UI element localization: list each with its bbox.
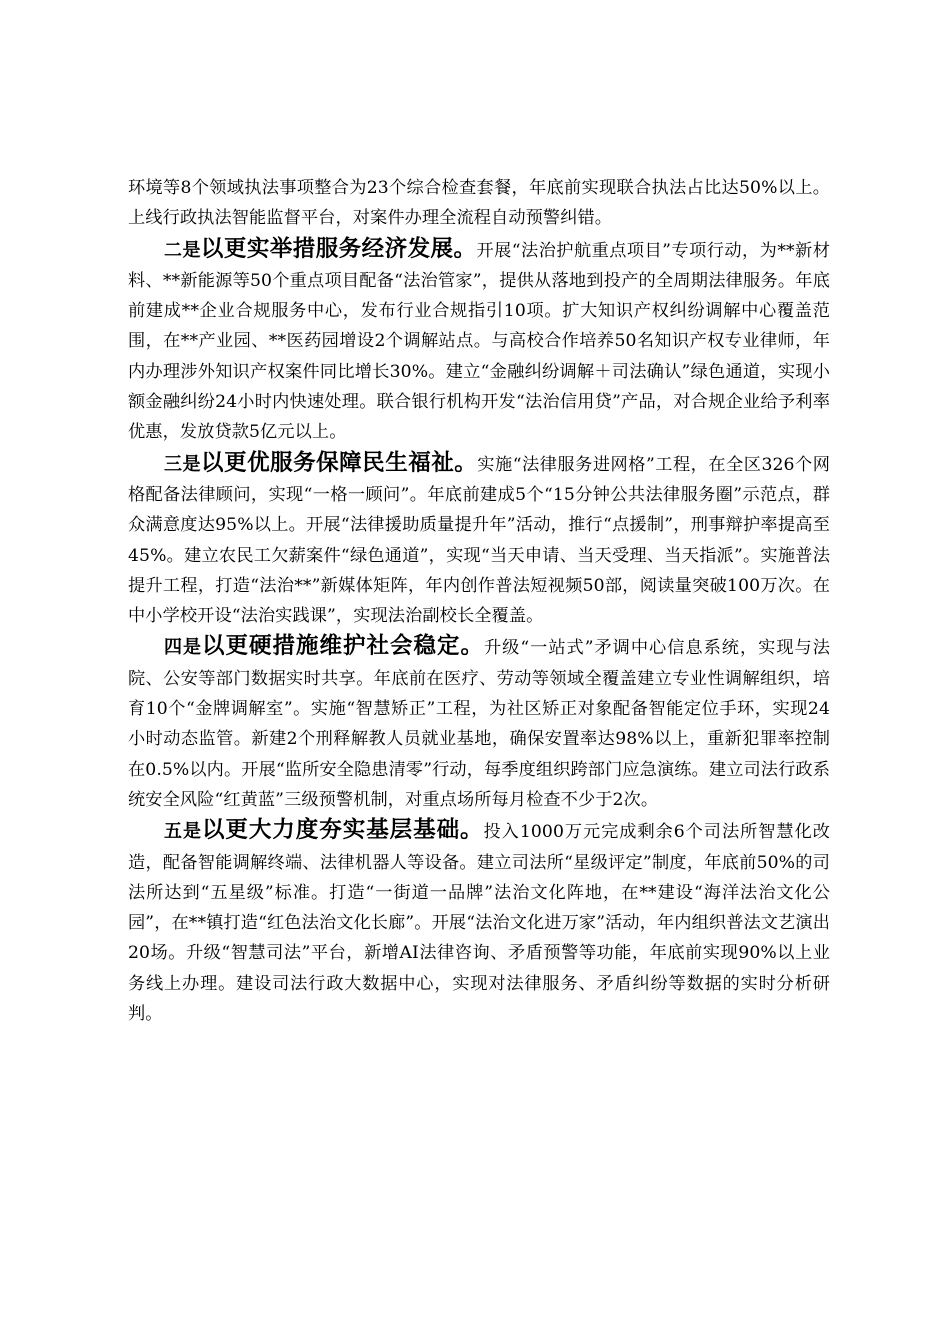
- paragraph-lead: 五是: [164, 821, 202, 843]
- paragraph-text: 开展“法治护航重点项目”专项行动，为**新材料、**新能源等50个重点项目配备“法治管家”，提供从落地到投产的全周期法律服务。年底前建成**企业合规服务中心，发布行业合规指引10项。扩大知识产权纠纷调解中心覆盖范围，在**产业园、**医药园增设2个调解站点。与高校合作培养50名知识产权专业律师，年内办理涉外知识产权案件同比增长30%。建立“金融纠纷调解＋司法确认”绿色通道，实现小额金融纠纷24小时内快速处理。联合银行机构开发“法治信用贷”产品，对合规企业给予利率优惠，发放贷款5亿元以上。: [128, 240, 830, 443]
- paragraph-heading: 以更硬措施维护社会稳定。: [202, 633, 484, 660]
- paragraph-heading: 以更实举措服务经济发展。: [200, 235, 477, 262]
- paragraph-text: 升级“一站式”矛调中心信息系统，实现与法院、公安等部门数据实时共享。年底前在医疗、劳动等领域全覆盖建立专业性调解组织，培育10个“金牌调解室”。实施“智慧矫正”工程，为社区矫正对象配备智能定位手环，实现24小时动态监管。新建2个刑释解教人员就业基地，确保安置率达98%以上，重新犯罪率控制在0.5%以内。开展“监所安全隐患清零”行动，每季度组织跨部门应急演练。建立司法行政系统安全风险“红黄蓝”三级预警机制，对重点场所每月检查不少于2次。: [128, 638, 831, 810]
- paragraph-lead: 二是: [164, 239, 201, 261]
- paragraph-item-4: [128, 631, 830, 815]
- paragraph-item-2: [128, 234, 830, 448]
- document-body: [128, 173, 830, 1029]
- paragraph-text: 实施“法律服务进网格”工程，在全区326个网格配备法律顾问，实现“一格一顾问”。年底前建成5个“15分钟公共法律服务圈”示范点，群众满意度达95%以上。开展“法律援助质量提升年”活动，推行“点援制”，刑事辩护率提高至45%。建立农民工欠薪案件“绿色通道”，实现“当天申请、当天受理、当天指派”。实施普法提升工程，打造“法治**”新媒体矩阵，年内创作普法短视频50部，阅读量突破100万次。在中小学校开设“法治实践课”，实现法治副校长全覆盖。: [128, 454, 831, 627]
- paragraph-text: 投入1000万元完成剩余6个司法所智慧化改造，配备智能调解终端、法律机器人等设备。建立司法所“星级评定”制度，年底前50%的司法所达到“五星级”标准。打造“一街道一品牌”法治文化阵地，在**建设“海洋法治文化公园”，在**镇打造“红色法治文化长廊”。开展“法治文化进万家”活动，年内组织普法文艺演出20场。升级“智慧司法”平台，新增AI法律咨询、矛盾预警等功能，年底前实现90%以上业务线上办理。建设司法行政大数据中心，实现对法律服务、矛盾纠纷等数据的实时分析研判。: [128, 822, 831, 1025]
- paragraph-heading: 以更优服务保障民生福祉。: [201, 449, 478, 476]
- paragraph-heading: 以更大力度夯实基层基础。: [201, 817, 484, 844]
- paragraph-lead: 三是: [164, 453, 202, 475]
- paragraph-lead: 四是: [164, 637, 202, 659]
- paragraph-item-3: [128, 448, 830, 632]
- paragraph-item-5: [128, 815, 830, 1029]
- paragraph-text: 环境等8个领域执法事项整合为23个综合检查套餐，年底前实现联合执法占比达50%以上。上线行政执法智能监督平台，对案件办理全流程自动预警纠错。: [128, 178, 830, 229]
- paragraph-continuation: [128, 173, 830, 234]
